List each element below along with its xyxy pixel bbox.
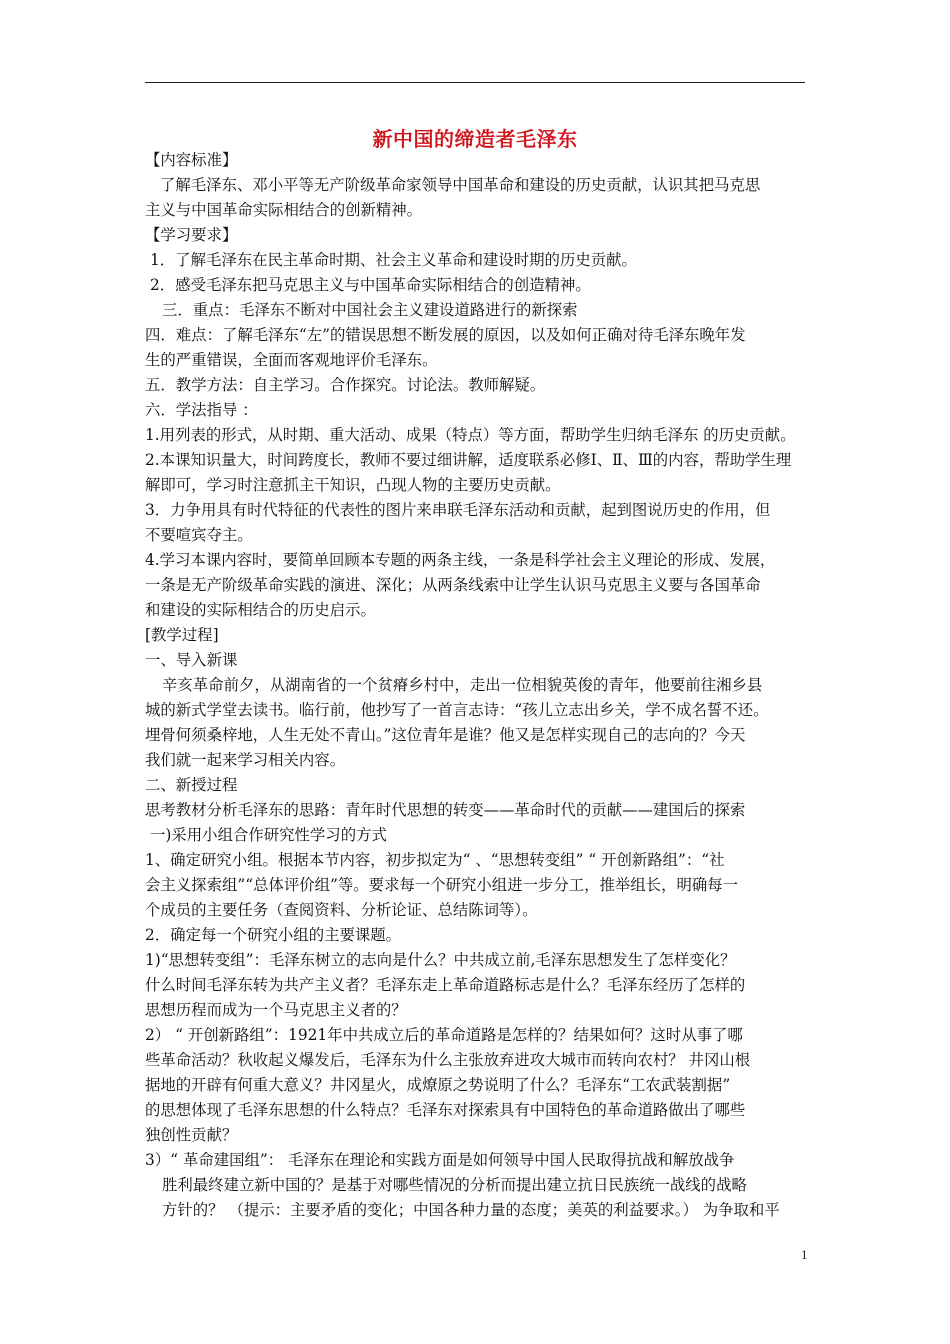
text-line: 三．重点：毛泽东不断对中国社会主义建设道路进行的新探索 [162, 301, 578, 319]
text-line: 主义与中国革命实际相结合的创新精神。 [145, 201, 423, 219]
text-line: 思考教材分析毛泽东的思路：青年时代思想的转变——革命时代的贡献——建国后的探索 [145, 801, 746, 819]
text-line: 思想历程而成为一个马克思主义者的？ [145, 1001, 407, 1019]
text-line: 据地的开辟有何重大意义？井冈星火，成燎原之势说明了什么？毛泽东“工农武装割据” [145, 1076, 731, 1094]
text-line: 一)采用小组合作研究性学习的方式 [150, 826, 387, 844]
document-title: 新中国的缔造者毛泽东 [372, 127, 578, 151]
text-line: 四．难点：了解毛泽东“左”的错误思想不断发展的原因，以及如何正确对待毛泽东晚年发 [145, 326, 746, 344]
text-line: 我们就一起来学习相关内容。 [145, 751, 346, 769]
text-line: 的思想体现了毛泽东思想的什么特点？毛泽东对探索具有中国特色的革命道路做出了哪些 [145, 1101, 746, 1119]
text-line: 胜利最终建立新中国的？是基于对哪些情况的分析而提出建立抗日民族统一战线的战略 [162, 1176, 747, 1194]
text-line: 二、新授过程 [145, 776, 238, 794]
text-line: 些革命活动？秋收起义爆发后，毛泽东为什么主张放弃进攻大城市而转向农村？ 井冈山根 [145, 1051, 751, 1069]
text-line: 3）“ 革命建国组”： 毛泽东在理论和实践方面是如何领导中国人民取得抗战和解放战争 [145, 1151, 735, 1169]
text-line: 4.学习本课内容时，要简单回顾本专题的两条主线，一条是科学社会主义理论的形成、发展， [145, 551, 776, 569]
section-heading-teaching-process: [教学过程] [145, 626, 219, 644]
page-number: 1 [801, 1247, 808, 1262]
text-line: 1.用列表的形式，从时期、重大活动、成果（特点）等方面，帮助学生归纳毛泽东 的历史贡献。 [145, 426, 796, 444]
text-line: 个成员的主要任务（查阅资料、分析论证、总结陈词等）。 [145, 901, 538, 919]
text-line: 埋骨何须桑梓地，人生无处不青山。”这位青年是谁？他又是怎样实现自己的志向的？今天 [145, 726, 746, 744]
text-line: 2．感受毛泽东把马克思主义与中国革命实际相结合的创造精神。 [150, 276, 591, 294]
text-line: 五．教学方法：自主学习。合作探究。讨论法。教师解疑。 [145, 376, 546, 394]
text-line: 解即可，学习时注意抓主干知识，凸现人物的主要历史贡献。 [145, 476, 561, 494]
text-line: 2．确定每一个研究小组的主要课题。 [145, 926, 402, 944]
text-line: 了解毛泽东、邓小平等无产阶级革命家领导中国革命和建设的历史贡献，认识其把马克思 [160, 176, 761, 194]
text-line: 六．学法指导 ： [145, 401, 258, 419]
text-line: 城的新式学堂去读书。临行前，他抄写了一首言志诗：“孩儿立志出乡关，学不成名誓不还。 [145, 701, 769, 719]
text-line: 生的严重错误，全面而客观地评价毛泽东。 [145, 351, 438, 369]
text-line: 1)“思想转变组”：毛泽东树立的志向是什么？中共成立前,毛泽东思想发生了怎样变化？ [145, 951, 736, 969]
text-line: 3．力争用具有时代特征的代表性的图片来串联毛泽东活动和贡献，起到图说历史的作用，但 [145, 501, 771, 519]
text-line: 1．了解毛泽东在民主革命时期、社会主义革命和建设时期的历史贡献。 [150, 251, 637, 269]
text-line: 会主义探索组”“总体评价组”等。要求每一个研究小组进一步分工，推举组长，明确每一 [145, 876, 739, 894]
text-line: 2.本课知识量大，时间跨度长，教师不要过细讲解，适度联系必修Ⅰ、Ⅱ、Ⅲ的内容，帮助学生理 [145, 451, 792, 469]
text-line: 一条是无产阶级革命实践的演进、深化；从两条线索中让学生认识马克思主义要与各国革命 [145, 576, 761, 594]
text-line: 一、导入新课 [145, 651, 238, 669]
text-line: 什么时间毛泽东转为共产主义者？毛泽东走上革命道路标志是什么？毛泽东经历了怎样的 [145, 976, 746, 994]
text-line: 1、确定研究小组。根据本节内容，初步拟定为“ 、“思想转变组” “ 开创新路组”：“社 [145, 851, 725, 869]
section-heading-content-standard: 【内容标准】 [145, 151, 238, 169]
text-line: 和建设的实际相结合的历史启示。 [145, 601, 376, 619]
header-rule [145, 82, 805, 83]
text-line: 2） “ 开创新路组”：1921年中共成立后的革命道路是怎样的？结果如何？这时从事了哪 [145, 1026, 743, 1044]
text-line: 独创性贡献？ [145, 1126, 238, 1144]
text-line: 方针的？ （提示：主要矛盾的变化；中国各种力量的态度；美英的利益要求。） 为争取和平 [162, 1201, 780, 1219]
text-line: 辛亥革命前夕，从湖南省的一个贫瘠乡村中，走出一位相貌英俊的青年，他要前往湘乡县 [162, 676, 763, 694]
text-line: 不要喧宾夺主。 [145, 526, 253, 544]
section-heading-learning-requirements: 【学习要求】 [145, 226, 238, 244]
